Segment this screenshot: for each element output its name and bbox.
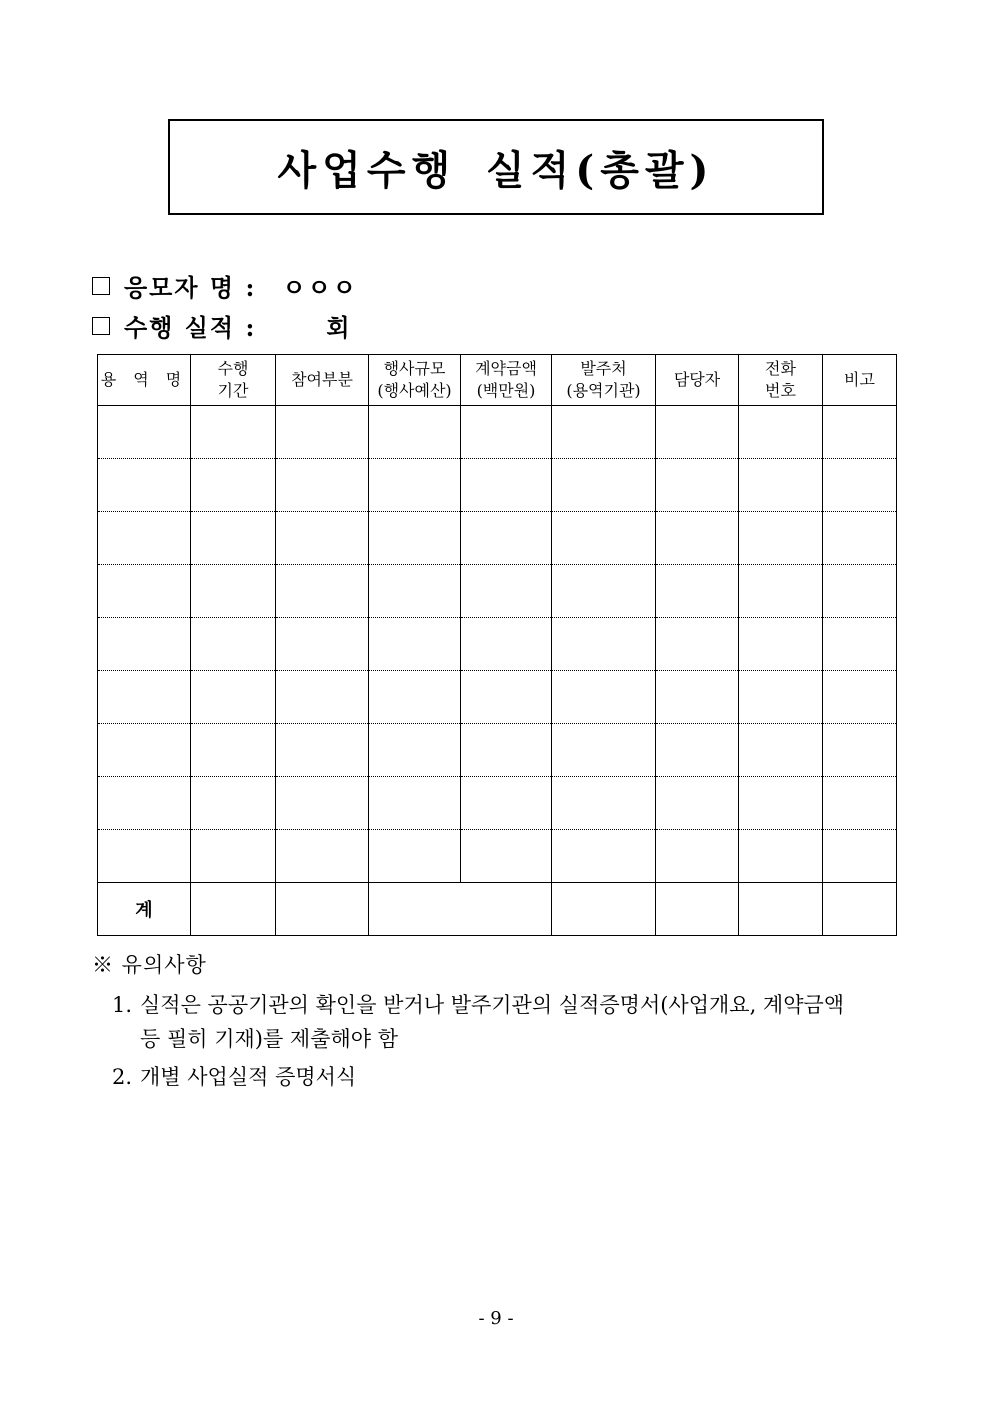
table-cell[interactable] — [369, 565, 461, 618]
header-period: 수행 기간 — [191, 355, 276, 406]
table-cell[interactable] — [276, 830, 369, 883]
table-cell[interactable] — [276, 406, 369, 459]
header-remarks: 비고 — [823, 355, 897, 406]
table-cell[interactable] — [191, 618, 276, 671]
performance-label: 수행 실적 : — [124, 313, 257, 342]
table-cell[interactable] — [369, 618, 461, 671]
header-service-name: 용 역 명 — [98, 355, 191, 406]
performance-value: 회 — [326, 313, 352, 342]
table-cell[interactable] — [552, 724, 656, 777]
performance-table — [97, 354, 897, 936]
header-contract-amount: 계약금액 (백만원) — [461, 355, 552, 406]
table-row — [98, 512, 897, 565]
table-cell[interactable] — [461, 671, 552, 724]
table-row — [98, 777, 897, 830]
table-cell[interactable] — [98, 671, 191, 724]
table-cell[interactable] — [823, 512, 897, 565]
table-cell[interactable] — [739, 830, 823, 883]
table-cell[interactable] — [739, 724, 823, 777]
table-cell[interactable] — [656, 671, 739, 724]
note-number: 2. — [112, 1065, 133, 1089]
table-cell[interactable] — [461, 459, 552, 512]
total-cell[interactable] — [656, 883, 739, 936]
table-row — [98, 406, 897, 459]
table-cell[interactable] — [369, 777, 461, 830]
table-cell[interactable] — [823, 777, 897, 830]
table-row — [98, 724, 897, 777]
total-label-cell — [98, 883, 191, 936]
table-cell[interactable] — [823, 830, 897, 883]
table-row — [98, 830, 897, 883]
total-cell[interactable] — [191, 883, 276, 936]
table-cell[interactable] — [369, 459, 461, 512]
table-cell[interactable] — [823, 565, 897, 618]
table-cell[interactable] — [191, 406, 276, 459]
performance-line — [92, 308, 352, 343]
table-cell[interactable] — [823, 671, 897, 724]
table-cell[interactable] — [823, 618, 897, 671]
table-cell[interactable] — [369, 724, 461, 777]
total-cell[interactable] — [369, 883, 552, 936]
table-cell[interactable] — [739, 406, 823, 459]
title-box — [168, 119, 824, 215]
performance-checkbox[interactable] — [92, 317, 110, 335]
notes-title: ※ 유의사항 — [92, 953, 207, 977]
header-event-scale: 행사규모 (행사예산) — [369, 355, 461, 406]
table-cell[interactable] — [276, 671, 369, 724]
table-cell[interactable] — [656, 459, 739, 512]
applicant-line — [92, 268, 358, 303]
note-text: 등 필히 기재)를 제출해야 함 — [140, 1027, 399, 1051]
table-cell[interactable] — [552, 565, 656, 618]
table-cell[interactable] — [823, 406, 897, 459]
header-manager: 담당자 — [656, 355, 739, 406]
table-cell[interactable] — [461, 830, 552, 883]
table-cell[interactable] — [823, 724, 897, 777]
table-row — [98, 618, 897, 671]
table-cell[interactable] — [369, 830, 461, 883]
table-cell[interactable] — [98, 777, 191, 830]
note-item — [112, 988, 902, 1022]
table-cell[interactable] — [98, 565, 191, 618]
header-phone: 전화 번호 — [739, 355, 823, 406]
note-item-continuation — [140, 1022, 930, 1056]
table-cell[interactable] — [461, 777, 552, 830]
table-cell[interactable] — [656, 565, 739, 618]
table-cell[interactable] — [656, 618, 739, 671]
table-cell[interactable] — [461, 406, 552, 459]
total-cell[interactable] — [739, 883, 823, 936]
header-client: 발주처 (용역기관) — [552, 355, 656, 406]
total-cell[interactable] — [552, 883, 656, 936]
table-cell[interactable] — [191, 830, 276, 883]
table-row — [98, 671, 897, 724]
note-item — [112, 1060, 902, 1094]
table-cell[interactable] — [191, 512, 276, 565]
table-cell[interactable] — [276, 777, 369, 830]
table-cell[interactable] — [461, 565, 552, 618]
table-cell[interactable] — [276, 459, 369, 512]
table-cell[interactable] — [656, 830, 739, 883]
table-cell[interactable] — [739, 512, 823, 565]
table-cell[interactable] — [191, 724, 276, 777]
table-cell[interactable] — [98, 618, 191, 671]
table-cell[interactable] — [552, 830, 656, 883]
table-cell[interactable] — [191, 777, 276, 830]
table-cell[interactable] — [552, 777, 656, 830]
table-row — [98, 565, 897, 618]
header-participation: 참여부분 — [276, 355, 369, 406]
total-cell[interactable] — [276, 883, 369, 936]
table-cell[interactable] — [739, 459, 823, 512]
table-cell[interactable] — [369, 406, 461, 459]
table-cell[interactable] — [369, 671, 461, 724]
applicant-checkbox[interactable] — [92, 277, 110, 295]
table-cell[interactable] — [461, 724, 552, 777]
table-cell[interactable] — [98, 830, 191, 883]
page-number: - 9 - — [478, 1308, 514, 1329]
table-cell[interactable] — [98, 406, 191, 459]
table-cell[interactable] — [369, 512, 461, 565]
table-cell[interactable] — [276, 565, 369, 618]
table-cell[interactable] — [552, 459, 656, 512]
table-cell[interactable] — [552, 512, 656, 565]
table-cell[interactable] — [276, 724, 369, 777]
applicant-label: 응모자 명 : — [124, 273, 257, 302]
table-cell[interactable] — [191, 459, 276, 512]
table-cell[interactable] — [461, 618, 552, 671]
total-label: 계 — [135, 900, 153, 921]
table-cell[interactable] — [98, 512, 191, 565]
table-cell[interactable] — [552, 618, 656, 671]
table-cell[interactable] — [276, 512, 369, 565]
table-cell[interactable] — [98, 459, 191, 512]
table-cell[interactable] — [461, 512, 552, 565]
table-cell[interactable] — [276, 618, 369, 671]
table-cell[interactable] — [656, 724, 739, 777]
table-cell[interactable] — [98, 724, 191, 777]
table-cell[interactable] — [739, 777, 823, 830]
total-row — [98, 883, 897, 936]
note-number: 1. — [112, 993, 133, 1017]
table-cell[interactable] — [552, 671, 656, 724]
table-cell[interactable] — [191, 671, 276, 724]
note-text: 개별 사업실적 증명서식 — [140, 1065, 357, 1089]
applicant-value: ㅇㅇㅇ — [282, 273, 358, 302]
table-cell[interactable] — [739, 618, 823, 671]
table-cell[interactable] — [739, 671, 823, 724]
table-cell[interactable] — [191, 565, 276, 618]
total-cell[interactable] — [823, 883, 897, 936]
table-cell[interactable] — [739, 565, 823, 618]
table-row — [98, 459, 897, 512]
table-cell[interactable] — [656, 512, 739, 565]
table-cell[interactable] — [552, 406, 656, 459]
table-cell[interactable] — [823, 459, 897, 512]
note-text: 실적은 공공기관의 확인을 받거나 발주기관의 실적증명서(사업개요, 계약금액 — [140, 993, 845, 1017]
table-cell[interactable] — [656, 777, 739, 830]
page-title: 사업수행 실적(총괄) — [277, 146, 715, 194]
table-header-row — [98, 355, 897, 406]
table-cell[interactable] — [656, 406, 739, 459]
